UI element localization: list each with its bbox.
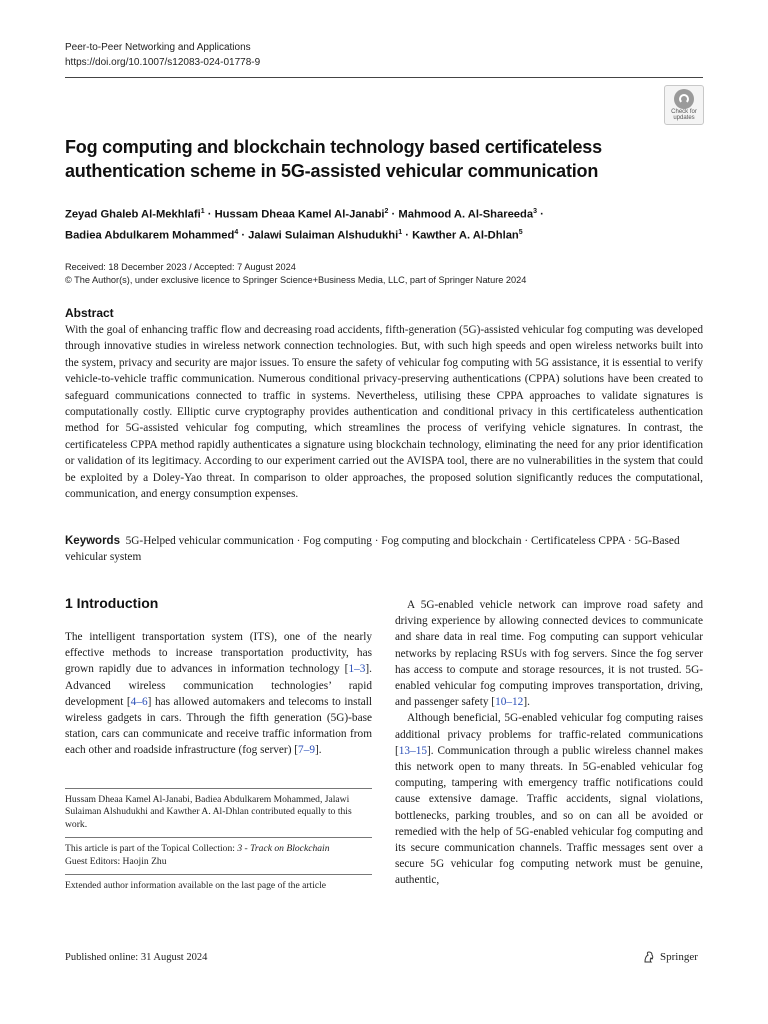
springer-horse-icon: [642, 950, 656, 964]
author-name[interactable]: Jalawi Sulaiman Alshudukhi: [248, 229, 399, 242]
keywords-label: Keywords: [65, 535, 120, 547]
citation-link[interactable]: 13–15: [398, 744, 428, 757]
section-heading-introduction: 1 Introduction: [65, 595, 159, 611]
footnote-author-info: Extended author information available on the last page of the article: [65, 880, 327, 892]
received-accepted: Received: 18 December 2023 / Accepted: 7 August 2024: [65, 262, 296, 272]
author-name[interactable]: Kawther A. Al-Dhlan: [412, 229, 519, 242]
title-line-2: authentication scheme in 5G-assisted vehicular communication: [65, 161, 599, 181]
affiliation-mark: 2: [384, 208, 389, 215]
abstract-text: With the goal of enhancing traffic flow and decreasing road accidents, fifth-generation (5G)-assisted vehicular fog computing was developed through innovative studies in wireless network connection technologies. But, with such high speeds and open wireless networks built into the system, privacy and security are major issues. To ensure the safety of vehicular fog computing with 5G assistance, it is essential to verify vehicle-to-vehicle traffic communication. Numerous conditional privacy-preserving authentications (CPPA) solutions have been created to safeguard communications connected to traffic in systems. Nevertheless, utilising these CPPA approaches to validate signatures is computationally costly. Elliptic curve cryptography provides authentication and conditional privacy in this certificateless authentication method for 5G-assisted vehicular fog computing, which streamlines the process of verifying vehicle signatures. In contrast, the certificateless CPPA method rapidly authenticates a signature using blockchain technology, eliminating the need for any prior identification or validation of its legitimacy. According to our experiment carried out the AVISPA tool, there are no vulnerabilities in the system that could be exploited by a Doley-Yao threat. In comparison to older approaches, the proposed solution significantly reduces the computational, communication, and energy consumption expenses.: [65, 324, 703, 501]
check-updates-icon: [674, 89, 694, 109]
intro-paragraph-3: Although beneficial, 5G-enabled vehicular fog computing raises additional privacy problems for traffic-related communications [13–15]. Communication through a public wireless channel makes this network open to many threats. In 5G-enabled vehicular fog computing, tampering with emergency traffic notifications could cause extensive damage. Traffic accidents, signal violations, bottlenecks, parking troubles, and so on can all be avoided or remedied with the help of 5G-enabled vehicular fog computing and its secure communication channels. Traffic messages sent over a secure 5G vehicular fog computing network must be genuine, authentic,: [395, 712, 703, 887]
keywords-text: 5G-Helped vehicular communication · Fog computing · Fog computing and blockchain · Certificateless CPPA · 5G-Based vehicular system: [65, 535, 680, 564]
affiliation-mark: 3: [533, 208, 537, 215]
paper-title: [65, 135, 665, 183]
header-rule: [65, 77, 703, 78]
affiliation-mark: 5: [518, 228, 523, 236]
right-column: [395, 597, 703, 889]
published-online: Published online: 31 August 2024: [65, 952, 208, 963]
footnote-rule: [65, 837, 372, 838]
intro-paragraph-1: The intelligent transportation system (ITS), one of the nearly effective methods to increase transportation productivity, has grown rapidly due to advances in information technology [1–3]. Advanced wireless communication technologies’ rapid development [4–6] has allowed automakers and telecoms to install wireless gadgets in cars. Through the fifth generation (5G)-base station, cars can communicate and receive traffic information from each other and roadside infrastructure (fog server) [7–9].: [65, 631, 372, 757]
citation-link[interactable]: 4–6: [130, 695, 148, 708]
check-for-updates-badge[interactable]: [664, 85, 704, 125]
author-name[interactable]: Hussam Dheaa Kamel Al-Janabi: [214, 208, 385, 221]
journal-header: [65, 40, 260, 70]
doi-link[interactable]: https://doi.org/10.1007/s12083-024-01778-9: [65, 57, 261, 68]
abstract-heading: Abstract: [65, 306, 114, 320]
intro-paragraph-2: A 5G-enabled vehicle network can improve road safety and driving experience by allowing connected devices to communicate and share data in real time. Fog computing can support vehicular networks by replacing RSUs with fog servers. Since the fog server has access to compute and storage resources, it is not trusted. 5G-enabled vehicular fog computing improves transportation, driving, and passenger safety [10–12].: [395, 599, 703, 709]
copyright-line: © The Author(s), under exclusive licence to Springer Science+Business Media, LLC, part of Springer Nature 2024: [65, 275, 527, 285]
article-dates: [65, 261, 526, 287]
citation-link[interactable]: 7–9: [298, 744, 315, 757]
author-name[interactable]: Badiea Abdulkarem Mohammed: [65, 229, 235, 242]
footnote-topical-collection: This article is part of the Topical Collection: 3 - Track on Blockchain Guest Editors: Haojin Zhu: [65, 843, 330, 867]
footnote-rule: [65, 874, 372, 875]
keywords: [65, 533, 703, 566]
footnote-equal-contribution: Hussam Dheaa Kamel Al-Janabi, Badiea Abdulkarem Mohammed, Jalawi Sulaiman Alshudukhi and Kawther A. Al-Dhlan contributed equally to this work.: [65, 793, 352, 830]
journal-name: Peer-to-Peer Networking and Applications: [65, 42, 251, 53]
publisher-logo: [642, 950, 698, 964]
check-updates-line1: Check for: [671, 109, 697, 115]
publisher-name: Springer: [660, 951, 698, 963]
author-list: Zeyad Ghaleb Al-Mekhlafi$^1$ · Hussam Dheaa Kamel Al-Janabi$^2$ · Mahmood A. Al-Shareeda$^3$ · Badiea Abdulkarem Mohammed$^4$ · Jalawi Sulaiman Alshudukhi$^1$ · Kawther A. Al-Dhlan$^5$: [65, 208, 544, 242]
citation-link[interactable]: 1–3: [348, 663, 366, 676]
citation-link[interactable]: 10–12: [495, 696, 524, 709]
author-name[interactable]: Mahmood A. Al-Shareeda: [398, 208, 534, 221]
footnote-rule: [65, 788, 372, 789]
check-updates-line2: updates: [673, 115, 695, 121]
left-column: [65, 629, 372, 893]
affiliation-mark: 4: [234, 228, 239, 236]
affiliation-mark: 1: [200, 208, 205, 215]
author-name[interactable]: Zeyad Ghaleb Al-Mekhlafi: [65, 208, 201, 221]
affiliation-mark: 1: [398, 228, 403, 236]
title-line-1: Fog computing and blockchain technology based certificateless: [65, 137, 602, 157]
